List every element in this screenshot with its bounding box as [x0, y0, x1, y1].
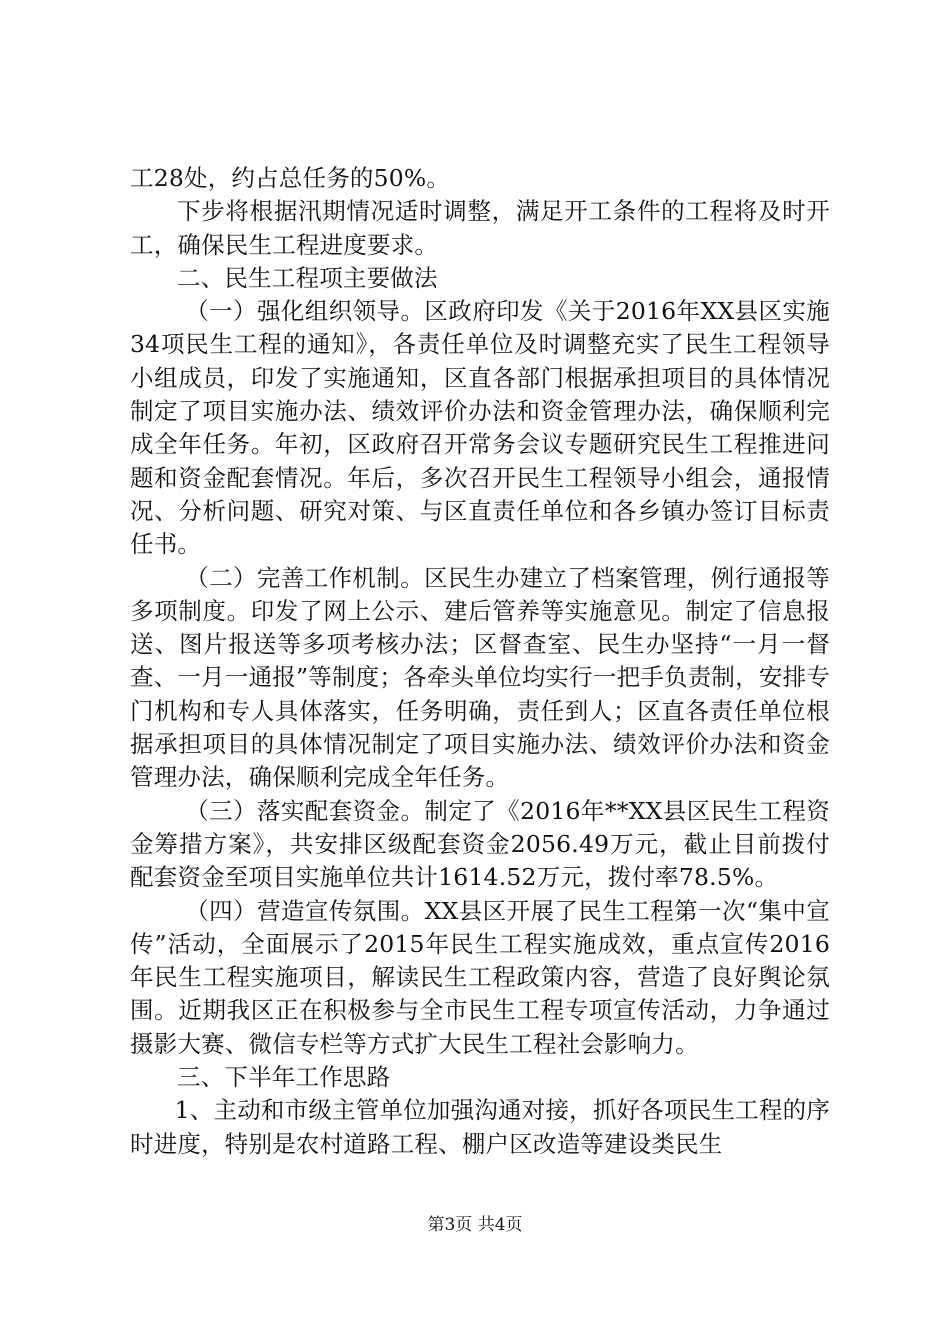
paragraph-next-steps: 下步将根据汛期情况适时调整，满足开工条件的工程将及时开工，确保民生工程进度要求。	[130, 197, 830, 259]
paragraph-continuation: 工28处，约占总任务的50%。	[130, 164, 451, 192]
document-body	[130, 162, 830, 1161]
paragraph-item-1: 1、主动和市级主管单位加强沟通对接，抓好各项民生工程的序时进度，特别是农村道路工程、棚户区改造等建设类民生	[130, 1096, 830, 1158]
section-heading-3: 三、下半年工作思路	[177, 1063, 391, 1092]
paragraph-publicity: （四）营造宣传氛围。XX县区开展了民生工程第一次“集中宣传”活动，全面展示了2015年民生工程实施成效，重点宣传2016年民生工程实施项目，解读民生工程政策内容，营造了良好舆论氛围。近期我区正在积极参与全市民生工程专项宣传活动，力争通过摄影大赛、微信专栏等方式扩大民生工程社会影响力。	[130, 896, 830, 1058]
paragraph-organization-leadership: （一）强化组织领导。区政府印发《关于2016年XX县区实施34项民生工程的通知》，各责任单位及时调整充实了民生工程领导小组成员，印发了实施通知，区直各部门根据承担项目的具体情况制定了项目实施办法、绩效评价办法和资金管理办法，确保顺利完成全年任务。年初，区政府召开常务会议专题研究民生工程推进问题和资金配套情况。年后，多次召开民生工程领导小组会，通报情况、分析问题、研究对策、与区直责任单位和各乡镇办签订目标责任书。	[130, 297, 830, 559]
paragraph-matching-funds: （三）落实配套资金。制定了《2016年**XX县区民生工程资金筹措方案》，共安排区级配套资金2056.49万元，截止目前拨付配套资金至项目实施单位共计1614.52万元，拨付率78.5%。	[130, 796, 830, 892]
paragraph-work-mechanism: （二）完善工作机制。区民生办建立了档案管理，例行通报等多项制度。印发了网上公示、建后管养等实施意见。制定了信息报送、图片报送等多项考核办法；区督查室、民生办坚持“一月一督查、一月一通报”等制度；各牵头单位均实行一把手负责制，安排专门机构和专人具体落实，任务明确，责任到人；区直各责任单位根据承担项目的具体情况制定了项目实施办法、绩效评价办法和资金管理办法，确保顺利完成全年任务。	[130, 563, 830, 792]
section-heading-2: 二、民生工程项主要做法	[177, 263, 438, 292]
page-footer: 第3页 共4页	[427, 1215, 523, 1235]
